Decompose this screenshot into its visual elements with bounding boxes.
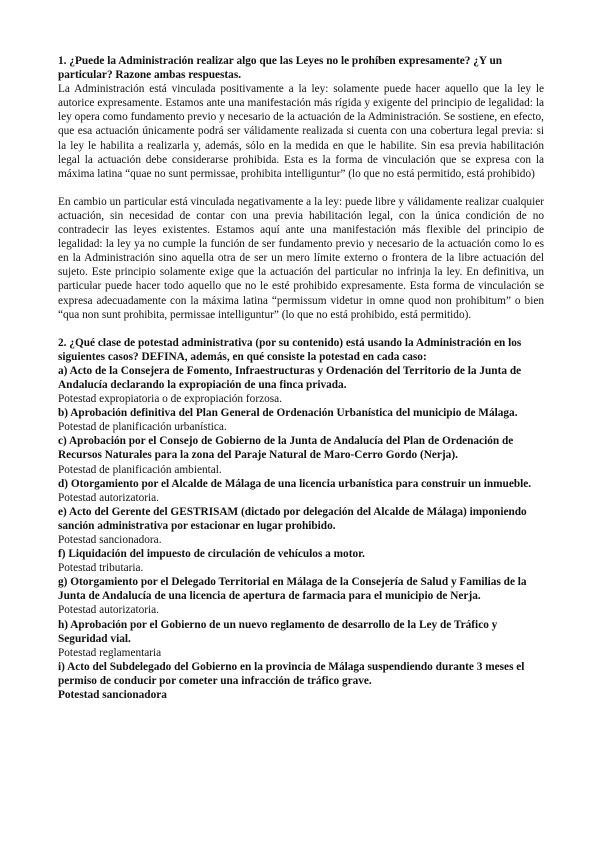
question-2-title: 2. ¿Qué clase de potestad administrativa (por su contenido) está usando la Administración en los siguientes casos? DEFINA, además, en qué consiste la potestad en cada caso: bbox=[58, 336, 522, 363]
item-a-question: a) Acto de la Consejera de Fomento, Infraestructuras y Ordenación del Territorio de la Junta de Andalucía declarando la expropiación de una finca privada. bbox=[58, 364, 522, 391]
item-a-answer: Potestad expropiatoria o de expropiación forzosa. bbox=[58, 393, 282, 406]
question-1-paragraph-2: En cambio un particular está vinculada negativamente a la ley: puede libre y válidamente realizar cualquier actuación, sin necesidad de contar con una previa habilitación legal, con la única condición de no contradecir las leyes existentes. Estamos aquí ante una manifestación más flexible del principio de legalidad: la ley ya no cumple la función de ser fundamento previo y necesario de la actuación como lo es en la Administración sino aquella otra de ser un mero límite externo o frontera de la libre actuación del sujeto. Este principio solamente exige que la actuación del particular no infrinja la ley. En definitiva, un particular puede hacer todo aquello que no le esté prohibido expresamente. Esta forma de vinculación se expresa adecuadamente con la máxima latina “permissum videtur in omne quod non prohibitum” o bien “qua non sunt prohibita, permissae intelliguntur” (lo que no está prohibido, está permitido). bbox=[58, 195, 544, 321]
item-f-question: f) Liquidación del impuesto de circulación de vehículos a motor. bbox=[58, 548, 365, 561]
item-g-question: g) Otorgamiento por el Delegado Territorial en Málaga de la Consejería de Salud y Familias de la Junta de Andalucía de una licencia de apertura de farmacia para el municipio de Nerja. bbox=[58, 576, 527, 603]
item-i-question: i) Acto del Subdelegado del Gobierno en la provincia de Málaga suspendiendo durante 3 meses el permiso de conducir por cometer una infracción de tráfico grave. bbox=[58, 660, 525, 687]
item-f-answer: Potestad tributaria. bbox=[58, 562, 144, 575]
item-i-answer: Potestad sancionadora bbox=[58, 689, 167, 702]
item-c-answer: Potestad de planificación ambiental. bbox=[58, 463, 222, 476]
question-1-paragraph-1: La Administración está vinculada positivamente a la ley: solamente puede hacer aquello que la ley le autorice expresamente. Estamos ante una manifestación más rígida y exigente del principio de legalidad: la ley opera como fundamento previo y necesario de la actuación de la Administración. Se sostiene, en efecto, que esa actuación únicamente podrá ser válidamente realizada si cuenta con una cobertura legal previa: si la ley le habilita a realizarla y, además, sólo en la medida en que le habilite. Sin esa previa habilitación legal la actuación debe considerarse prohibida. Esta es la forma de vinculación que se expresa con la máxima latina “quae no sunt permissae, prohibita intelliguntur” (lo que no está permitido, está prohibido) bbox=[58, 83, 544, 180]
item-b-answer: Potestad de planificación urbanística. bbox=[58, 421, 227, 434]
item-e-question: e) Acto del Gerente del GESTRISAM (dictado por delegación del Alcalde de Málaga) imponiendo sanción administrativa por estacionar en lugar prohibido. bbox=[58, 505, 527, 532]
item-e-answer: Potestad sancionadora. bbox=[58, 534, 162, 546]
item-h-answer: Potestad reglamentaria bbox=[58, 646, 162, 659]
item-g-answer: Potestad autorizatoria. bbox=[58, 604, 160, 617]
question-1-title: 1. ¿Puede la Administración realizar algo que las Leyes no le prohíben expresamente? ¿Y un particular? Razone ambas respuestas. bbox=[58, 55, 503, 82]
item-c-question: c) Aprobación por el Consejo de Gobierno de la Junta de Andalucía del Plan de Ordenación de Recursos Naturales para la zona del Paraje Natural de Maro-Cerro Gordo (Nerja). bbox=[58, 435, 514, 462]
document-page bbox=[58, 54, 544, 702]
item-b-question: b) Aprobación definitiva del Plan General de Ordenación Urbanística del municipio de Málaga. bbox=[58, 407, 518, 420]
item-h-question: h) Aprobación por el Gobierno de un nuevo reglamento de desarrollo de la Ley de Tráfico y Seguridad vial. bbox=[58, 618, 498, 645]
item-d-question: d) Otorgamiento por el Alcalde de Málaga de una licencia urbanística para construir un inmueble. bbox=[58, 477, 532, 490]
item-d-answer: Potestad autorizatoria. bbox=[58, 491, 160, 504]
